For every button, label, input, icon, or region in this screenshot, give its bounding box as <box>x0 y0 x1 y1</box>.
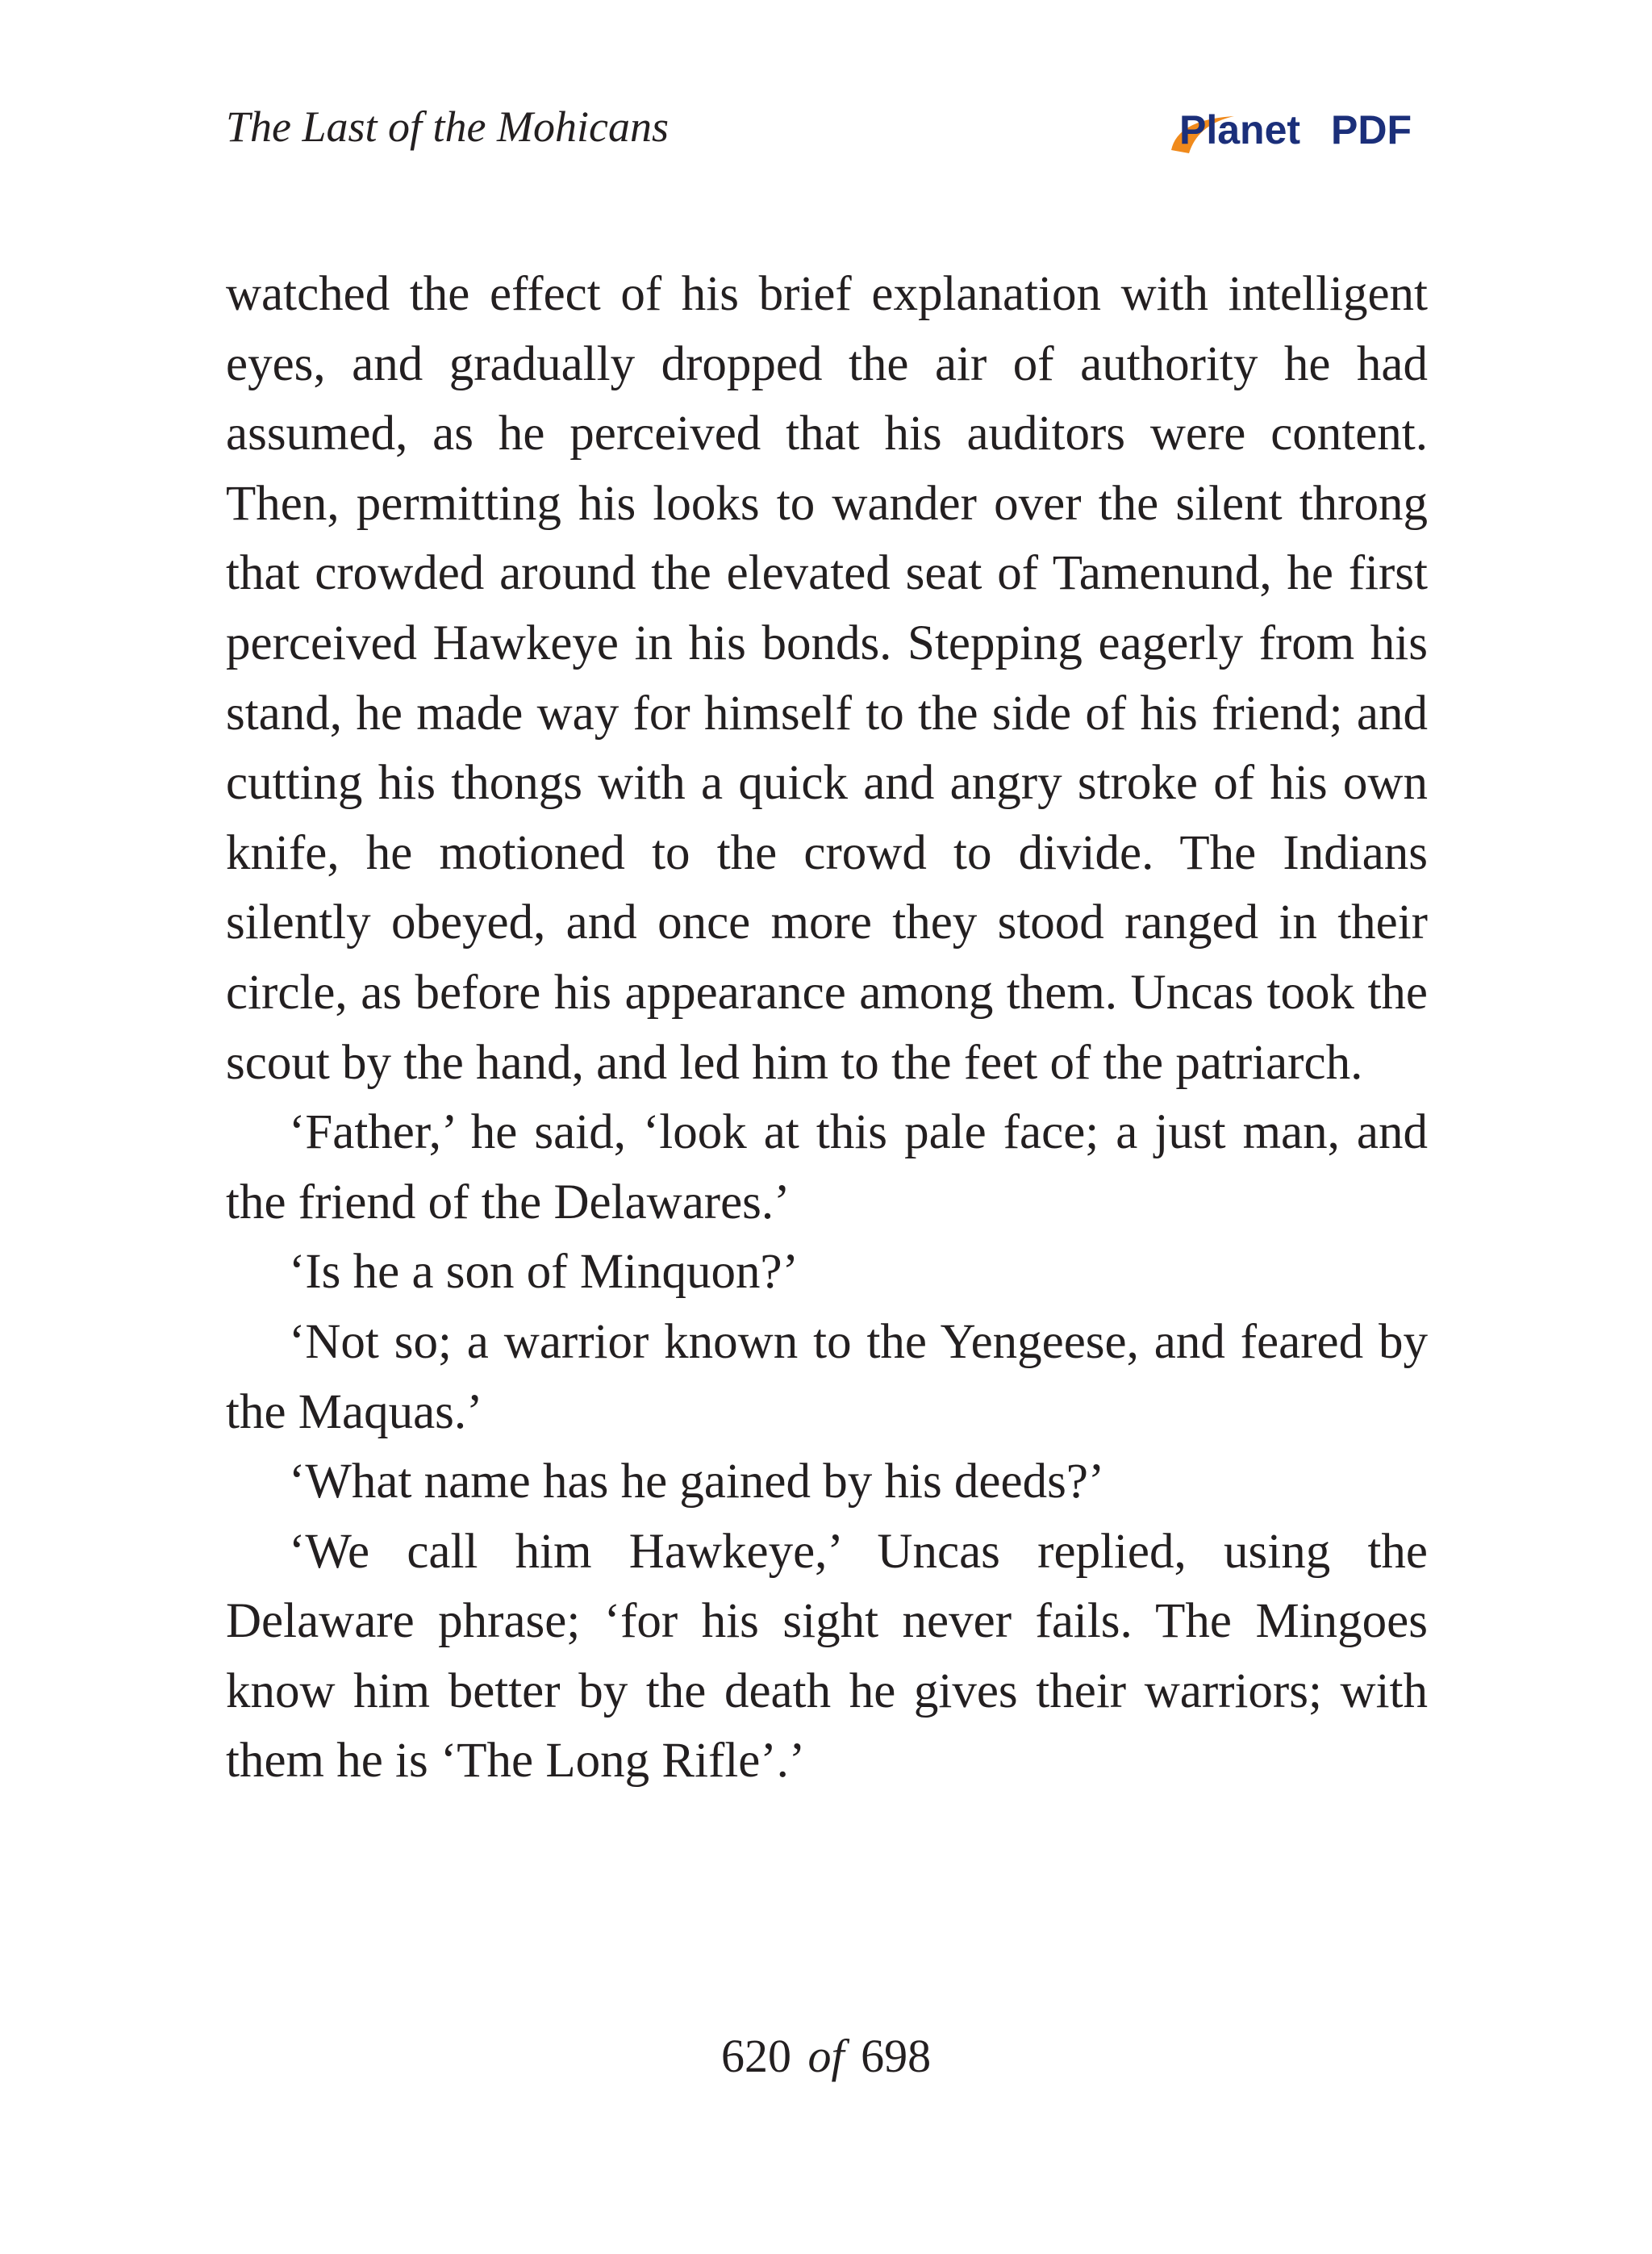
running-header-title: The Last of the Mohicans <box>226 102 669 151</box>
paragraph: ‘We call him Hawkeye,’ Uncas replied, using the Delaware phrase; ‘for his sight never fails. The Mingoes know him better by the death he gives their warriors; with them he is ‘The Long Rifle’.’ <box>226 1524 1428 1789</box>
paragraph: ‘Is he a son of Minquon?’ <box>289 1245 799 1300</box>
paragraph: ‘Father,’ he said, ‘look at this pale face; a just man, and the friend of the Delawares.’ <box>226 1105 1428 1229</box>
page-body <box>226 260 1428 1797</box>
planet-pdf-logo-graphic <box>1162 95 1428 168</box>
logo-word-pdf: PDF <box>1331 107 1412 152</box>
paragraph: ‘Not so; a warrior known to the Yengeese, and feared by the Maquas.’ <box>226 1314 1428 1439</box>
current-page: 620 <box>720 2030 791 2082</box>
planet-pdf-logo[interactable] <box>1162 95 1428 168</box>
logo-word-planet: Planet <box>1179 107 1301 152</box>
page-of-label: of <box>807 2030 845 2082</box>
page-number <box>0 2030 1652 2082</box>
paragraph: watched the effect of his brief explanation with intelligent eyes, and gradually dropped the air of authority he had assumed, as he perceived that his auditors were content. Then, permitting his looks to wander over the silent throng that crowded around the elevated seat of Tamenund, he first perceived Hawkeye in his bonds. Stepping eagerly from his stand, he made way for himself to the side of his friend; and cutting his thongs with a quick and angry stroke of his own knife, he motioned to the crowd to divide. The Indians silently obeyed, and once more they stood ranged in their circle, as before his appearance among them. Uncas took the scout by the hand, and led him to the feet of the patriarch. <box>226 267 1428 1090</box>
total-pages: 698 <box>861 2030 932 2082</box>
paragraph: ‘What name has he gained by his deeds?’ <box>289 1455 1105 1509</box>
